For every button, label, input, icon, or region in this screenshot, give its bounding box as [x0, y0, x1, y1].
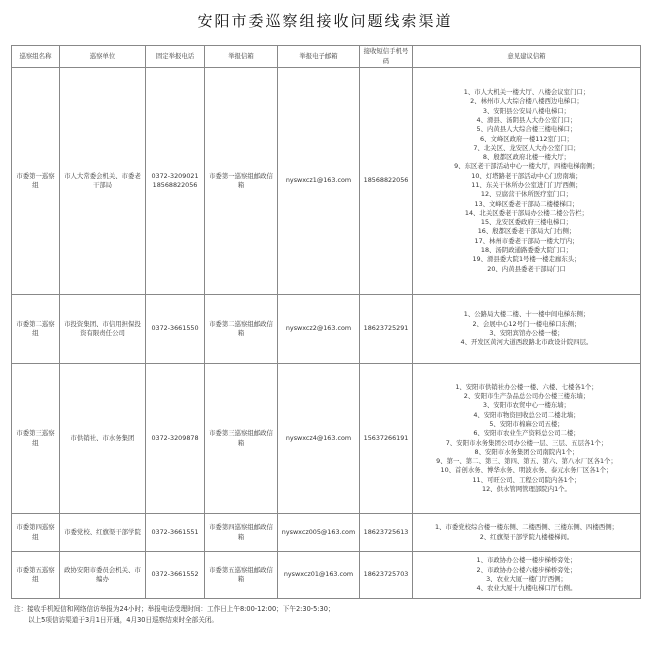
suggestion-item: 16、殷都区委老干部局大门右侧； — [477, 227, 576, 236]
suggestion-item: 20、内黄县委老干部局门口 — [487, 264, 566, 273]
header-mobile: 接收短信手机号码 — [360, 46, 413, 68]
header-group: 巡察组名称 — [12, 46, 60, 68]
suggestion-item: 8、安阳市水务集团公司南院内1个； — [474, 447, 579, 456]
phone-number: 0372-3209878 — [146, 364, 205, 514]
footnote-line: 以上5项信访渠道于3月1日开通，4月30日巡察结束时全部关闭。 — [28, 615, 219, 624]
group-name: 市委第四巡察组 — [12, 514, 60, 552]
email-address: nyswxcz1@163.com — [278, 68, 360, 295]
header-email: 举报电子邮箱 — [278, 46, 360, 68]
mobile-number: 18623725703 — [360, 552, 413, 599]
group-name: 市委第二巡察组 — [12, 295, 60, 364]
unit-name: 市供销社、市水务集团 — [60, 364, 146, 514]
email-address: nyswxcz2@163.com — [278, 295, 360, 364]
table-row — [12, 514, 641, 552]
suggestion-item: 14、北关区委老干部局办公楼二楼公告栏； — [464, 208, 589, 217]
suggestion-item: 11、东关干休所办公室进门门厅西侧； — [471, 181, 582, 189]
suggestion-item: 3、安阳市农贸中心一楼东墙； — [482, 401, 571, 410]
header-mailbox: 举报信箱 — [205, 46, 278, 68]
suggestion-box-list — [413, 68, 641, 295]
mailbox: 市委第四巡察组邮政信箱 — [205, 514, 278, 552]
unit-name: 市人大常委会机关、市委老干部局 — [60, 68, 146, 295]
suggestion-item: 2、安阳市生产杂品总公司办公楼三楼东墙； — [463, 392, 590, 401]
suggestion-item: 2、林州市人大综合楼八楼西边电梯口； — [470, 97, 583, 106]
suggestion-item: 7、北关区、龙安区人大办公室门口； — [473, 143, 580, 152]
suggestion-item: 5、内黄县人大综合楼三楼电梯口； — [476, 125, 577, 134]
table-row — [12, 552, 641, 599]
suggestion-item: 13、文峰区委老干部局二楼楼梯口； — [474, 199, 579, 208]
suggestion-item: 2、会展中心12号门一楼电梯口东侧； — [472, 319, 581, 328]
suggestion-item: 19、滑县委大院1号楼一楼走廊东头； — [472, 255, 581, 264]
phone-number: 0372-3661550 — [146, 295, 205, 364]
phone-number: 0372-3209021 18568822056 — [146, 68, 205, 295]
suggestion-item: 8、殷都区政府北楼一楼大厅； — [482, 153, 571, 162]
mailbox: 市委第五巡察组邮政信箱 — [205, 552, 278, 599]
phone-number: 0372-3661552 — [146, 552, 205, 599]
mailbox: 市委第二巡察组邮政信箱 — [205, 295, 278, 364]
unit-name: 市投资集团、市信用担保投资有限责任公司 — [60, 295, 146, 364]
email-address: nyswxcz4@163.com — [278, 364, 360, 514]
suggestion-box-list — [413, 364, 641, 514]
suggestion-item: 4、农业大厦十九楼电梯口厅右侧。 — [476, 584, 577, 593]
page-title: 安阳市委巡察组接收问题线索渠道 — [197, 12, 453, 30]
group-name: 市委第五巡察组 — [12, 552, 60, 599]
suggestion-box-list — [413, 552, 641, 599]
mailbox: 市委第三巡察组邮政信箱 — [205, 364, 278, 514]
mobile-number: 15637266191 — [360, 364, 413, 514]
mobile-number: 18623725291 — [360, 295, 413, 364]
suggestion-item: 9、东区老干部活动中心一楼大厅，四楼电梯南侧； — [454, 162, 599, 171]
table-row — [12, 68, 641, 295]
suggestion-item: 6、安阳市农业生产资料总公司二楼； — [473, 429, 580, 438]
channels-table — [11, 45, 641, 599]
suggestion-item: 1、市委党校综合楼一楼东侧、二楼西侧、三楼东侧、四楼西侧； — [434, 523, 618, 532]
suggestion-item: 6、文峰区政府一楼112室门口； — [480, 134, 573, 143]
suggestion-item: 3、农业大厦一楼门厅西侧； — [486, 575, 567, 583]
header-phone: 固定举报电话 — [146, 46, 205, 68]
suggestion-item: 3、安阳宾馆办公楼一楼； — [489, 329, 564, 337]
suggestion-item: 2、市政协办公楼六楼步梯桥旁处； — [476, 565, 577, 574]
email-address: nyswxcz005@163.com — [278, 514, 360, 552]
suggestion-item: 1、公路局大楼二楼、十一楼中间电梯东侧； — [463, 310, 590, 319]
suggestion-item: 3、安阳县公安局八楼电梯口； — [482, 106, 571, 115]
suggestion-item: 15、龙安区委政府三楼电梯口； — [480, 218, 573, 227]
mobile-number: 18568822056 — [360, 68, 413, 295]
table-row — [12, 295, 641, 364]
suggestion-box-list — [413, 514, 641, 552]
suggestion-item: 12、豆腐营干休所医疗室门口； — [480, 190, 573, 199]
footnote — [14, 604, 639, 625]
mailbox: 市委第一巡察组邮政信箱 — [205, 68, 278, 295]
suggestion-item: 12、供水管网管理部院内1个。 — [482, 484, 571, 493]
unit-name: 市委党校、红旗渠干部学院 — [60, 514, 146, 552]
table-row — [12, 364, 641, 514]
suggestion-item: 1、市人大机关一楼大厅、八楼会议室门口； — [463, 88, 590, 97]
header-suggestion: 意见建议信箱 — [413, 46, 641, 68]
suggestion-item: 5、安阳市棉麻公司五楼； — [489, 419, 564, 428]
suggestion-item: 18、汤阴政通路委委大院门口； — [480, 246, 573, 255]
group-name: 市委第三巡察组 — [12, 364, 60, 514]
suggestion-item: 11、可旺公司、工程公司院内各1个； — [472, 475, 581, 484]
suggestion-box-list — [413, 295, 641, 364]
suggestion-item: 4、安阳市物资回收总公司二楼北墙； — [473, 410, 580, 419]
group-name: 市委第一巡察组 — [12, 68, 60, 295]
suggestion-item: 17、林州市委老干部局一楼大厅内； — [474, 236, 579, 245]
suggestion-item: 2、红旗渠干部学院九楼楼梯间。 — [479, 532, 574, 541]
phone-number: 0372-3661551 — [146, 514, 205, 552]
mobile-number: 18623725613 — [360, 514, 413, 552]
unit-name: 政协安阳市委员会机关、市编办 — [60, 552, 146, 599]
suggestion-item: 10、灯塔路老干部活动中心门房南墙； — [471, 171, 582, 180]
suggestion-item: 9、第一、第二、第三、第四、第五、第六、第八水厂区各1个； — [436, 457, 617, 466]
suggestion-item: 1、市政协办公楼一楼步梯桥旁处； — [476, 556, 577, 565]
footnote-line: 注：接收手机短信和网络信访举报为24小时；举报电话受理时间：工作日上午8:00-12:00；下午2:30-5:30； — [14, 605, 335, 613]
suggestion-item: 4、开发区黄河大道西段路北市政设计院四层。 — [460, 338, 593, 347]
header-unit: 巡察单位 — [60, 46, 146, 68]
suggestion-item: 4、滑县、汤阴县人大办公室门口； — [476, 115, 577, 124]
email-address: nyswxcz01@163.com — [278, 552, 360, 599]
suggestion-item: 7、安阳市水务集团公司办公楼一层、三层、五层各1个； — [445, 438, 608, 447]
suggestion-item: 1、安阳市供销社办公楼一楼、六楼、七楼各1个； — [455, 382, 598, 391]
table-header-row — [12, 46, 641, 68]
suggestion-item: 10、首创水务、博华水务、明波水务、泰元水务厂区各1个； — [440, 466, 613, 475]
